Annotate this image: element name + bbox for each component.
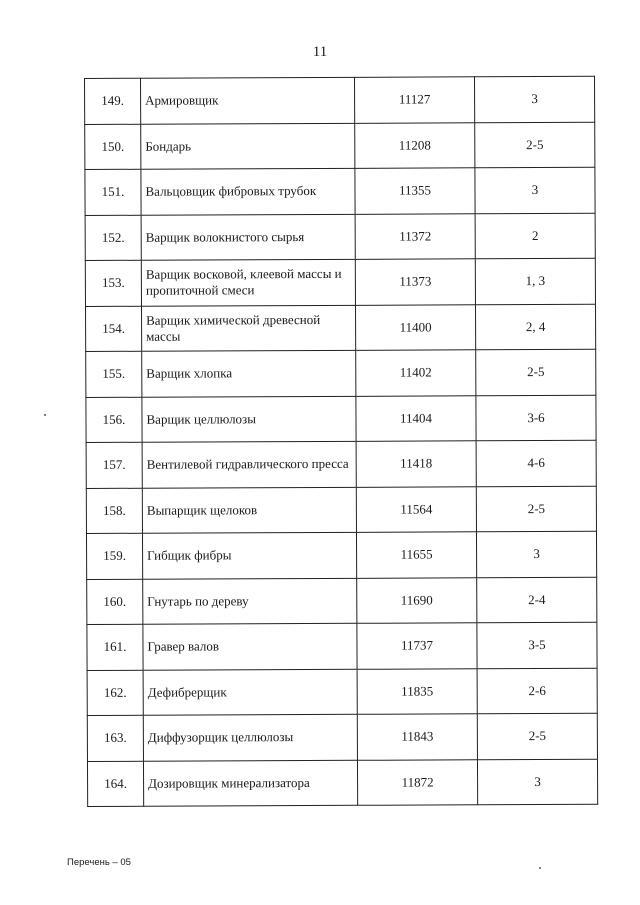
row-number-cell: 159.	[86, 533, 142, 579]
scan-speck	[44, 414, 46, 416]
professions-table	[84, 76, 598, 807]
row-number-cell: 156.	[86, 397, 142, 443]
profession-name-cell: Дозировщик минерализатора	[143, 760, 357, 806]
row-number-cell: 161.	[87, 624, 143, 670]
profession-code-cell: 11690	[357, 577, 477, 623]
table-row	[87, 577, 597, 625]
row-number-cell: 152.	[85, 215, 141, 261]
grade-range-cell: 2-6	[477, 668, 597, 714]
table-row	[85, 213, 595, 261]
table-row	[86, 440, 596, 488]
profession-name-cell: Варщик восковой, клеевой массы и пропиточной смеси	[141, 259, 355, 305]
grade-range-cell: 2-5	[476, 349, 596, 395]
grade-range-cell: 3-6	[476, 395, 596, 441]
grade-range-cell: 2	[475, 213, 595, 259]
table-row	[86, 531, 596, 579]
profession-name-cell: Гибщик фибры	[142, 532, 356, 578]
grade-range-cell: 2-5	[477, 713, 597, 759]
profession-code-cell: 11208	[355, 122, 475, 168]
table-row	[86, 349, 596, 397]
profession-code-cell: 11843	[357, 714, 477, 760]
row-number-cell: 149.	[85, 78, 141, 124]
table-row	[85, 304, 595, 352]
profession-name-cell: Дефибрерщик	[143, 669, 357, 715]
profession-code-cell: 11404	[356, 395, 476, 441]
row-number-cell: 162.	[87, 670, 143, 716]
table-row	[85, 76, 595, 124]
row-number-cell: 155.	[86, 351, 142, 397]
profession-code-cell: 11402	[356, 350, 476, 396]
profession-name-cell: Выпарщик щелоков	[142, 487, 356, 533]
profession-code-cell: 11835	[357, 668, 477, 714]
grade-range-cell: 2-5	[475, 122, 595, 168]
table-row	[87, 668, 597, 716]
profession-name-cell: Варщик целлюлозы	[142, 396, 356, 442]
table-row	[85, 167, 595, 215]
table-row	[87, 759, 597, 807]
profession-name-cell: Диффузорщик целлюлозы	[143, 714, 357, 760]
profession-code-cell: 11355	[355, 168, 475, 214]
row-number-cell: 153.	[85, 260, 141, 306]
profession-name-cell: Бондарь	[141, 123, 355, 169]
grade-range-cell: 2, 4	[475, 304, 595, 350]
profession-name-cell: Варщик волокнистого сырья	[141, 214, 355, 260]
row-number-cell: 154.	[85, 306, 141, 352]
table-row	[87, 622, 597, 670]
table-row	[86, 486, 596, 534]
grade-range-cell: 2-5	[476, 486, 596, 532]
profession-name-cell: Вальцовщик фибровых трубок	[141, 168, 355, 214]
profession-code-cell: 11872	[357, 759, 477, 805]
row-number-cell: 157.	[86, 442, 142, 488]
grade-range-cell: 3	[475, 167, 595, 213]
grade-range-cell: 2-4	[477, 577, 597, 623]
row-number-cell: 160.	[87, 579, 143, 625]
profession-name-cell: Варщик химической древесной массы	[141, 305, 355, 351]
profession-name-cell: Армировщик	[141, 77, 355, 123]
table-row	[86, 395, 596, 443]
professions-table-body	[85, 76, 598, 806]
grade-range-cell: 3	[476, 531, 596, 577]
table-row	[85, 258, 595, 306]
profession-code-cell: 11373	[355, 259, 475, 305]
profession-code-cell: 11564	[356, 486, 476, 532]
table-row	[87, 713, 597, 761]
profession-name-cell: Вентилевой гидравлического пресса	[142, 441, 356, 487]
profession-code-cell: 11400	[355, 304, 475, 350]
table-row	[85, 122, 595, 170]
page-number: 11	[312, 44, 328, 60]
document-footer: Перечень – 05	[67, 857, 131, 868]
row-number-cell: 150.	[85, 124, 141, 170]
profession-name-cell: Варщик хлопка	[142, 350, 356, 396]
profession-code-cell: 11737	[357, 623, 477, 669]
grade-range-cell: 3-5	[477, 622, 597, 668]
grade-range-cell: 3	[474, 76, 594, 122]
row-number-cell: 164.	[87, 761, 143, 807]
profession-code-cell: 11127	[354, 77, 474, 123]
row-number-cell: 158.	[86, 488, 142, 534]
grade-range-cell: 1, 3	[475, 258, 595, 304]
scan-speck	[539, 867, 541, 869]
row-number-cell: 151.	[85, 169, 141, 215]
profession-code-cell: 11418	[356, 441, 476, 487]
profession-code-cell: 11655	[356, 532, 476, 578]
profession-code-cell: 11372	[355, 213, 475, 259]
profession-name-cell: Гравер валов	[143, 623, 357, 669]
grade-range-cell: 4-6	[476, 440, 596, 486]
profession-name-cell: Гнутарь по дереву	[143, 578, 357, 624]
grade-range-cell: 3	[477, 759, 597, 805]
row-number-cell: 163.	[87, 715, 143, 761]
